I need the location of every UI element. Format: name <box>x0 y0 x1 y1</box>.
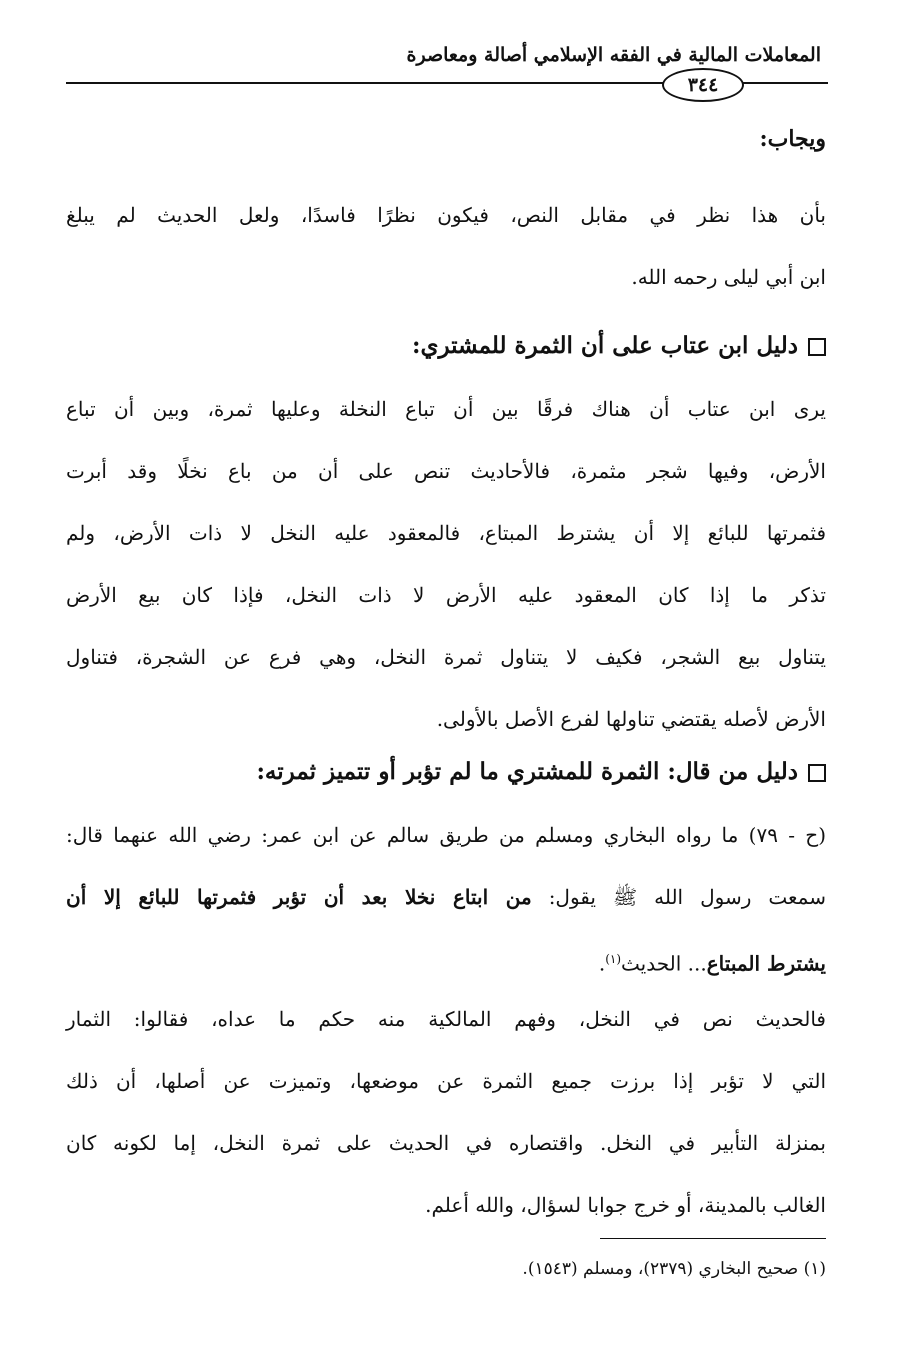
hadith-text-bold: يشترط المبتاع <box>706 951 826 976</box>
section-heading-text: دليل ابن عتاب على أن الثمرة للمشتري: <box>411 332 798 359</box>
paragraph-line: الغالب بالمدينة، أو خرج جوابا لسؤال، والله أعلم. <box>425 1193 826 1217</box>
paragraph-line: بمنزلة التأبير في النخل. واقتصاره في الحديث على ثمرة النخل، إما لكونه كان <box>66 1131 826 1155</box>
footnote: (١) صحيح البخاري (٢٣٧٩)، ومسلم (١٥٤٣). <box>522 1259 826 1279</box>
paragraph-line: فالحديث نص في النخل، وفهم المالكية منه حكم ما عداه، فقالوا: الثمار <box>66 1007 826 1031</box>
hadith-ellipsis: ... الحديث <box>621 951 707 976</box>
square-bullet-icon <box>808 338 826 356</box>
section-heading-until-pollinated <box>66 752 826 792</box>
answer-paragraph <box>66 184 826 308</box>
page-number: ٣٤٤ <box>662 68 744 102</box>
paragraph-line: تذكر ما إذا كان المعقود عليه الأرض لا ذات النخل، فإذا كان بيع الأرض <box>66 583 826 607</box>
hadith-line <box>66 866 826 928</box>
running-header: المعاملات المالية في الفقه الإسلامي أصالة ومعاصرة <box>406 44 821 66</box>
paragraph-line: التي لا تؤبر إذا برزت جميع الثمرة عن موضعها، وتميزت عن أصلها، أن ذلك <box>66 1069 826 1093</box>
paragraph-line: الأرض، وفيها شجر مثمرة، فالأحاديث تنص على أن من باع نخلًا وقد أبرت <box>66 459 826 483</box>
hadith-line: (ح - ٧٩) ما رواه البخاري ومسلم من طريق سالم عن ابن عمر: رضي الله عنهما قال: <box>66 823 826 847</box>
hadith-narration-intro: سمعت رسول الله ﷺ يقول: <box>531 885 826 909</box>
hadith-text-bold: من ابتاع نخلا بعد أن تؤبر فثمرتها للبائع إلا أن <box>66 885 532 909</box>
hadith-paragraph <box>66 804 826 990</box>
paragraph-line: بأن هذا نظر في مقابل النص، فيكون نظرًا فاسدًا، ولعل الحديث لم يبلغ <box>66 203 826 227</box>
section1-paragraph <box>66 378 826 750</box>
footnote-reference[interactable]: (١) <box>605 952 622 966</box>
answer-label-block <box>66 126 826 152</box>
section-heading-ibn-attab <box>66 326 826 366</box>
section-heading-text: دليل من قال: الثمرة للمشتري ما لم تؤبر أو تتميز ثمرته: <box>256 758 798 785</box>
hadith-line <box>66 928 826 990</box>
paragraph-line: ابن أبي ليلى رحمه الله. <box>631 265 826 289</box>
section2-paragraph <box>66 988 826 1236</box>
paragraph-line: الأرض لأصله يقتضي تناولها لفرع الأصل بالأولى. <box>436 707 826 731</box>
paragraph-line: فثمرتها للبائع إلا أن يشترط المبتاع، فالمعقود عليه النخل لا ذات الأرض، ولم <box>66 521 826 545</box>
hadith-end: . <box>598 951 606 976</box>
square-bullet-icon <box>808 764 826 782</box>
footnote-rule <box>600 1238 826 1239</box>
answer-label: ويجاب: <box>759 126 826 152</box>
paragraph-line: يرى ابن عتاب أن هناك فرقًا بين أن تباع النخلة وعليها ثمرة، وبين أن تباع <box>66 397 826 421</box>
paragraph-line: يتناول بيع الشجر، فكيف لا يتناول ثمرة النخل، وهي فرع عن الشجرة، فتناول <box>66 645 826 669</box>
